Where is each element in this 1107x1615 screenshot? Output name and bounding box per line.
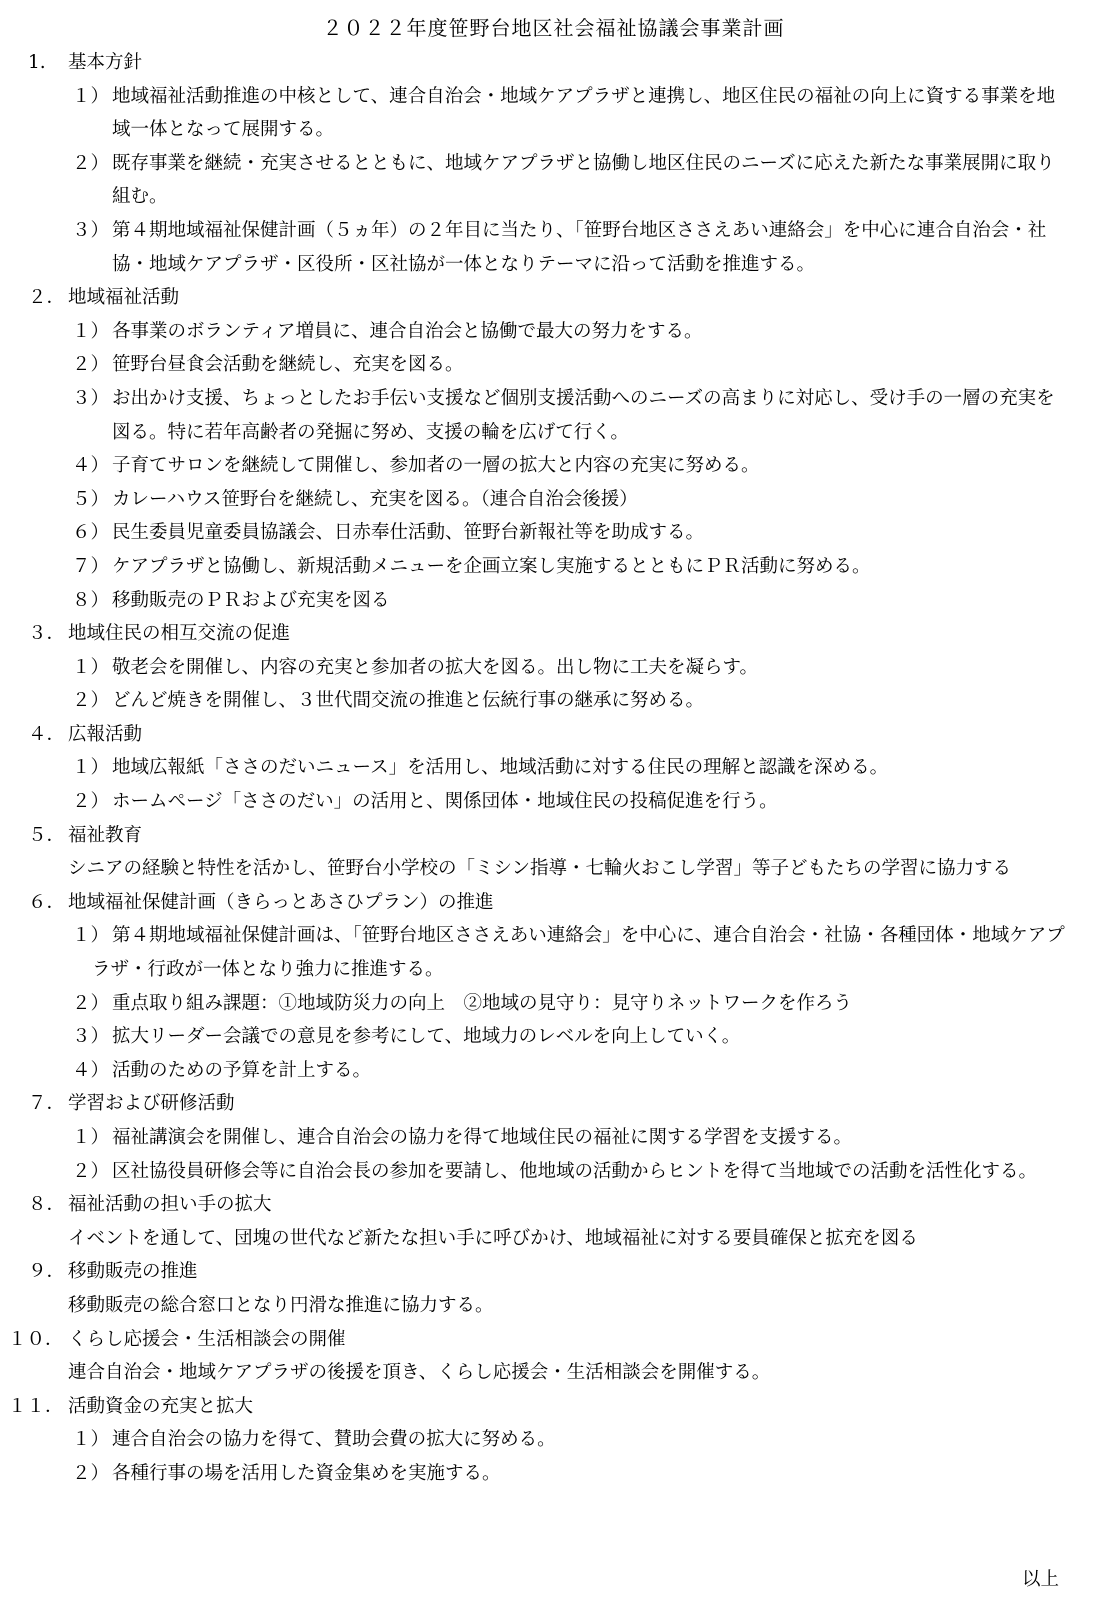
section-heading-text: 地域福祉保健計画（きらっとあさひプラン）の推進	[68, 891, 494, 913]
list-item-number: ４）	[72, 455, 110, 477]
section-heading	[0, 1255, 1107, 1289]
list-item	[0, 1423, 1107, 1457]
list-item-number: １）	[72, 1127, 110, 1148]
list-item-text: 活動のための予算を計上する。	[112, 1059, 372, 1081]
list-item-number: ５）	[72, 488, 110, 510]
list-item-text: カレーハウス笹野台を継続し、充実を図る。（連合自治会後援）	[112, 488, 638, 510]
list-item	[0, 348, 1107, 382]
section	[0, 617, 1107, 718]
section-number: １１．	[8, 1395, 64, 1417]
list-item-number: ２）	[72, 354, 110, 376]
list-item	[0, 1457, 1107, 1491]
list-item-number: ３）	[72, 1026, 110, 1048]
list-item-number: ３）	[72, 219, 110, 241]
section-heading-text: 移動販売の推進	[68, 1261, 198, 1283]
list-item	[0, 315, 1107, 349]
closing-text: 以上	[1021, 1569, 1059, 1590]
list-item	[0, 1054, 1107, 1088]
list-item-text: お出かけ支援、ちょっとしたお手伝い支援など個別支援活動へのニーズの高まりに対応し、受け手の一層の充実を図る。特に若年高齢者の発掘に努め、支援の輪を広げて行く。	[112, 387, 1055, 443]
list-item-text: 笹野台昼食会活動を継続し、充実を図る。	[112, 354, 464, 376]
list-item	[0, 80, 1107, 147]
section-heading	[0, 886, 1107, 920]
list-item	[0, 651, 1107, 685]
list-item-text: 福祉講演会を開催し、連合自治会の協力を得て地域住民の福祉に関する学習を支援する。	[112, 1127, 853, 1148]
section-number: ９．	[28, 1261, 66, 1283]
list-item-text: 移動販売のＰＲおよび充実を図る	[112, 589, 390, 611]
list-item-number: １）	[72, 656, 110, 678]
section-heading-text: 学習および研修活動	[68, 1093, 235, 1115]
section-heading	[0, 718, 1107, 752]
section-number: ３．	[28, 623, 66, 645]
list-item	[0, 1121, 1107, 1155]
list-item-text: 既存事業を継続・充実させるとともに、地域ケアプラザと協働し地区住民のニーズに応えた新たな事業展開に取り組む。	[112, 152, 1055, 208]
list-item-number: ６）	[72, 522, 110, 544]
list-item	[0, 214, 1107, 281]
list-item-text: ホームページ「ささのだい」の活用と、関係団体・地域住民の投稿促進を行う。	[112, 791, 778, 813]
section-number: 1.	[28, 52, 46, 73]
list-item	[0, 584, 1107, 618]
list-item	[0, 483, 1107, 517]
list-item-number: ８）	[72, 589, 110, 611]
section-number: ２．	[28, 287, 66, 309]
section-heading	[0, 46, 1107, 80]
list-item-number: ２）	[72, 992, 110, 1014]
list-item	[0, 516, 1107, 550]
section	[0, 886, 1107, 1088]
list-item	[0, 550, 1107, 584]
list-item-text: ケアプラザと協働し、新規活動メニューを企画立案し実施するとともにＰＲ活動に努める。	[112, 555, 871, 577]
section-heading-text: 活動資金の充実と拡大	[68, 1395, 254, 1417]
section-paragraph: シニアの経験と特性を活かし、笹野台小学校の「ミシン指導・七輪火おこし学習」等子どもたちの学習に協力する	[68, 858, 1012, 880]
section-heading-text: 福祉活動の担い手の拡大	[68, 1194, 272, 1216]
list-item-text: 子育てサロンを継続して開催し、参加者の一層の拡大と内容の充実に努める。	[112, 455, 760, 477]
document-body	[0, 46, 1107, 1491]
list-item-number: ２）	[72, 1462, 110, 1484]
list-item-number: ７）	[72, 555, 110, 577]
list-item-text: 民生委員児童委員協議会、日赤奉仕活動、笹野台新報社等を助成する。	[112, 522, 705, 544]
list-item-text: どんど焼きを開催し、３世代間交流の推進と伝統行事の継承に努める。	[112, 690, 705, 712]
section-number: ５．	[28, 824, 66, 846]
list-item	[0, 987, 1107, 1021]
section	[0, 281, 1107, 617]
list-item	[0, 382, 1107, 449]
list-item-number: ４）	[72, 1059, 110, 1081]
section-heading	[0, 1087, 1107, 1121]
section-number: ６．	[28, 891, 66, 913]
section-number: ７．	[28, 1093, 66, 1115]
section-number: １０．	[8, 1328, 64, 1350]
section	[0, 1255, 1107, 1322]
list-item-number: １）	[72, 925, 110, 947]
section	[0, 1188, 1107, 1255]
list-item-text: 第４期地域福祉保健計画（５ヵ年）の２年目に当たり、「笹野台地区ささえあい連絡会」を中心に連合自治会・社協・地域ケアプラザ・区役所・区社協が一体となりテーマに沿って活動を推進する。	[112, 219, 1047, 275]
section-heading	[0, 1390, 1107, 1424]
list-item-text: 各事業のボランティア増員に、連合自治会と協働で最大の努力をする。	[112, 320, 703, 342]
section	[0, 46, 1107, 281]
list-item	[0, 1020, 1107, 1054]
section-heading	[0, 819, 1107, 853]
list-item	[0, 1155, 1107, 1189]
list-item-number: １）	[72, 1429, 110, 1451]
section-paragraph: 連合自治会・地域ケアプラザの後援を頂き、くらし応援会・生活相談会を開催する。	[68, 1362, 771, 1384]
section-heading-text: 地域住民の相互交流の促進	[68, 623, 291, 645]
section-number: ８．	[28, 1194, 66, 1216]
section-heading-text: 福祉教育	[68, 824, 143, 846]
list-item-text: 各種行事の場を活用した資金集めを実施する。	[112, 1462, 501, 1484]
section-heading-text: 広報活動	[68, 723, 143, 745]
list-item	[0, 449, 1107, 483]
section-heading	[0, 281, 1107, 315]
list-item-number: ２）	[72, 690, 110, 712]
list-item-number: ３）	[72, 387, 110, 409]
section-heading-text: 地域福祉活動	[68, 287, 180, 309]
list-item-text: 拡大リーダー会議での意見を参考にして、地域力のレベルを向上していく。	[112, 1026, 741, 1048]
section-heading	[0, 1188, 1107, 1222]
list-item-text: 重点取り組み課題：①地域防災力の向上 ②地域の見守り：見守りネットワークを作ろう	[112, 992, 853, 1014]
section-heading-text: 基本方針	[68, 52, 143, 73]
section	[0, 1390, 1107, 1491]
document-title: ２０２２年度笹野台地区社会福祉協議会事業計画	[322, 16, 785, 40]
list-item-text: 地域福祉活動推進の中核として、連合自治会・地域ケアプラザと連携し、地区住民の福祉の向上に資する事業を地域一体となって展開する。	[112, 85, 1056, 141]
list-item-number: １）	[72, 757, 110, 779]
list-item-text: 敬老会を開催し、内容の充実と参加者の拡大を図る。出し物に工夫を凝らす。	[112, 656, 759, 678]
list-item-text: 区社協役員研修会等に自治会長の参加を要請し、他地域の活動からヒントを得て当地域での活動を活性化する。	[112, 1160, 1038, 1182]
list-item	[0, 147, 1107, 214]
list-item-number: ２）	[72, 791, 110, 813]
list-item-text: 第４期地域福祉保健計画は、「笹野台地区ささえあい連絡会」を中心に、連合自治会・社協・各種団体・地域ケアプラザ・行政が一体となり強力に推進する。	[92, 925, 1065, 981]
section-number: ４．	[28, 723, 66, 745]
section-heading	[0, 1323, 1107, 1357]
list-item-number: ２）	[72, 1160, 110, 1182]
list-item	[0, 785, 1107, 819]
section-paragraph: 移動販売の総合窓口となり円滑な推進に協力する。	[68, 1294, 494, 1316]
list-item	[0, 919, 1107, 986]
list-item	[0, 751, 1107, 785]
list-item-text: 地域広報紙「ささのだいニュース」を活用し、地域活動に対する住民の理解と認識を深める。	[112, 757, 889, 779]
list-item-text: 連合自治会の協力を得て、賛助会費の拡大に努める。	[112, 1429, 556, 1451]
section-paragraph: イベントを通して、団塊の世代など新たな担い手に呼びかけ、地域福祉に対する要員確保と拡充を図る	[68, 1227, 918, 1249]
list-item-number: １）	[72, 85, 110, 107]
section	[0, 718, 1107, 819]
list-item-number: １）	[72, 320, 110, 342]
section-heading-text: くらし応援会・生活相談会の開催	[68, 1328, 346, 1350]
section	[0, 819, 1107, 886]
section	[0, 1323, 1107, 1390]
list-item	[0, 684, 1107, 718]
list-item-number: ２）	[72, 152, 110, 174]
section	[0, 1087, 1107, 1188]
section-heading	[0, 617, 1107, 651]
